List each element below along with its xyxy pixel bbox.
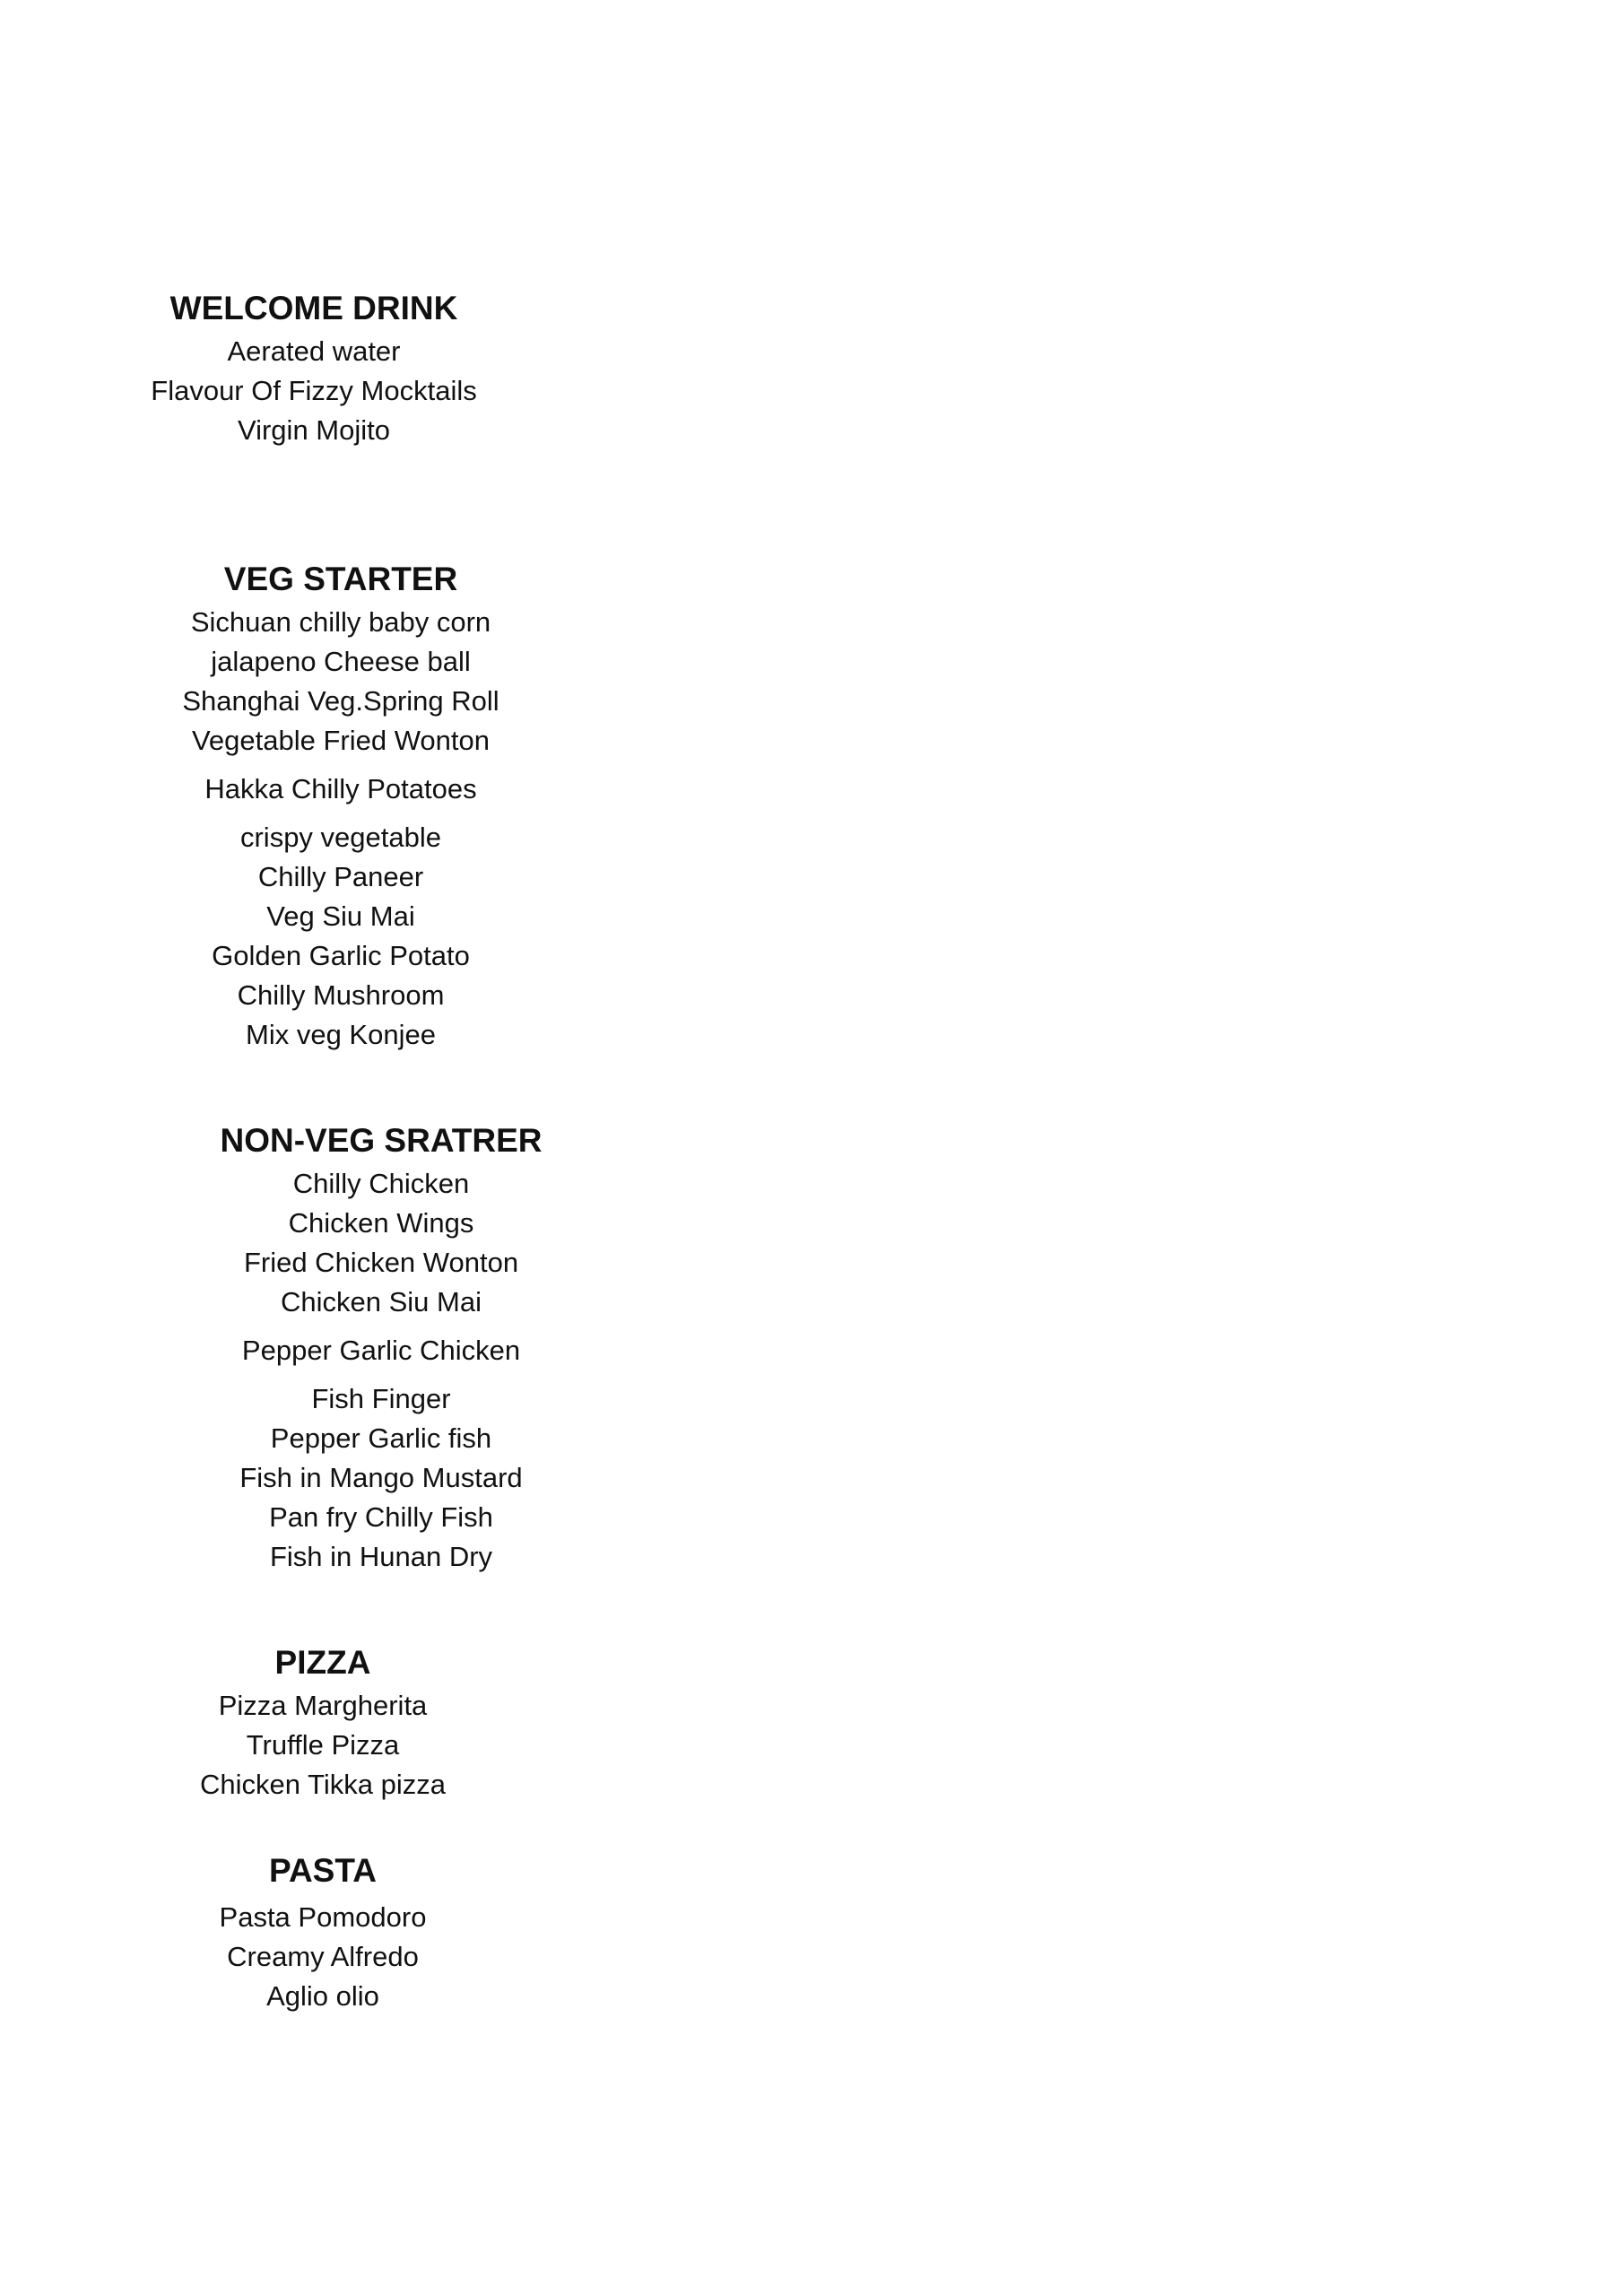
menu-item: Veg Siu Mai [266, 900, 415, 932]
menu-item: Virgin Mojito [237, 414, 390, 446]
menu-item: Fish in Hunan Dry [269, 1541, 493, 1572]
menu-item: Chilly Chicken [292, 1168, 470, 1199]
menu-item: Aglio olio [266, 1980, 379, 2012]
menu-item: Chilly Paneer [257, 861, 424, 892]
menu-item: Shanghai Veg.Spring Roll [182, 685, 499, 717]
menu-item: crispy vegetable [239, 822, 441, 853]
section-title: PASTA [269, 1852, 377, 1889]
menu-item: Flavour Of Fizzy Mocktails [151, 375, 477, 406]
pasta-section [99, 1849, 547, 2016]
menu-item: Truffle Pizza [246, 1729, 400, 1761]
pizza-section [99, 1641, 547, 1805]
veg-starter-section [117, 558, 565, 1055]
menu-item: Fish Finger [311, 1383, 451, 1414]
menu-item: Chicken Tikka pizza [200, 1769, 446, 1800]
menu-item: jalapeno Cheese ball [211, 646, 471, 677]
menu-item: Hakka Chilly Potatoes [204, 773, 477, 804]
section-title: WELCOME DRINK [169, 290, 458, 326]
menu-item: Fried Chicken Wonton [243, 1247, 519, 1278]
section-title: NON-VEG SRATRER [220, 1122, 543, 1159]
menu-item: Mix veg Konjee [246, 1019, 436, 1050]
section-title: PIZZA [274, 1644, 371, 1681]
menu-item: Chicken Wings [288, 1207, 474, 1239]
menu-item: Pasta Pomodoro [219, 1901, 427, 1933]
welcome-drink-section [90, 287, 538, 450]
menu-item: Aerated water [227, 335, 401, 367]
menu-item: Pepper Garlic Chicken [241, 1335, 521, 1366]
menu-item: Sichuan chilly baby corn [190, 606, 491, 638]
menu-item: Chilly Mushroom [237, 979, 445, 1011]
menu-item: Chicken Siu Mai [281, 1286, 482, 1318]
menu-item: Pepper Garlic fish [270, 1422, 492, 1454]
menu-item: Fish in Mango Mustard [239, 1462, 523, 1493]
non-veg-starter-section [157, 1119, 605, 1577]
section-title: VEG STARTER [223, 561, 458, 597]
menu-item: Pan fry Chilly Fish [269, 1501, 493, 1533]
menu-item: Golden Garlic Potato [212, 940, 470, 971]
menu-item: Creamy Alfredo [227, 1941, 419, 1972]
menu-item: Vegetable Fried Wonton [191, 725, 491, 756]
menu-item: Pizza Margherita [218, 1690, 428, 1721]
